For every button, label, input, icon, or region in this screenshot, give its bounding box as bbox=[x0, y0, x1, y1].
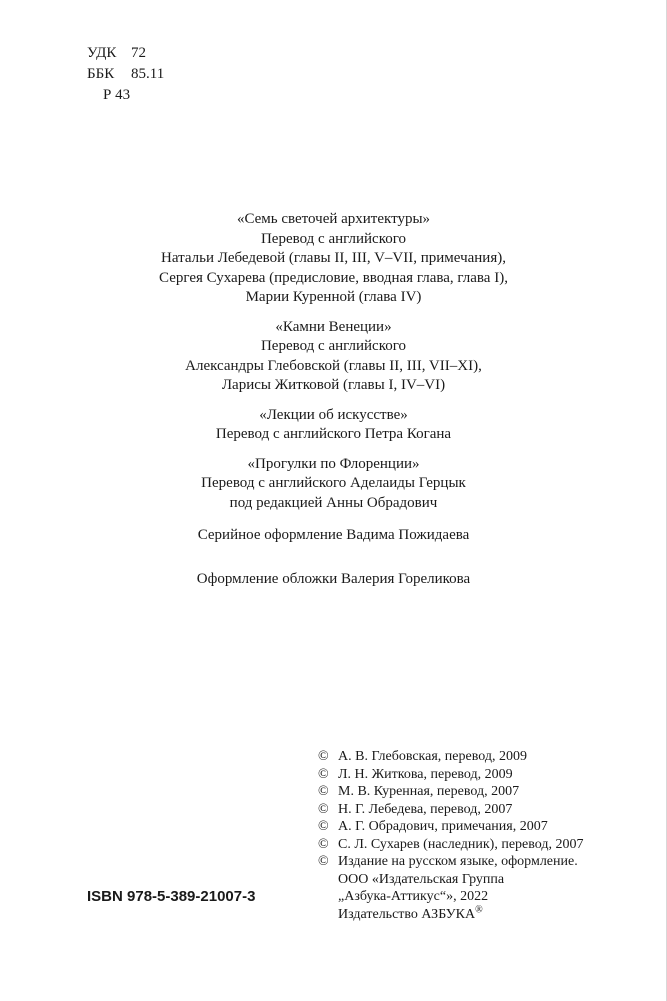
publisher-line: ООО «Издательская Группа bbox=[338, 871, 505, 887]
copyright-entry bbox=[318, 836, 584, 854]
book-title: «Камни Венеции» bbox=[275, 318, 392, 335]
copyright-symbol: © bbox=[318, 836, 329, 852]
credit-line: Перевод с английского bbox=[260, 230, 407, 247]
udk-label: УДК bbox=[87, 45, 117, 61]
publisher-name: Издательство АЗБУКА bbox=[338, 906, 476, 922]
copyright-text: Издание на русском языке, оформление. bbox=[338, 854, 578, 869]
credit-line: Перевод с английского bbox=[260, 338, 407, 354]
copyright-text: А. В. Глебовская, перевод, 2009 bbox=[338, 749, 527, 764]
copyright-symbol: © bbox=[318, 766, 329, 782]
translation-credits bbox=[0, 210, 667, 599]
copyright-symbol: © bbox=[318, 784, 329, 799]
book-title: «Лекции об искусстве» bbox=[259, 406, 408, 423]
copyright-symbol: © bbox=[318, 801, 329, 817]
credit-line: Марии Куренной (глава IV) bbox=[245, 289, 422, 305]
book-title: «Прогулки по Флоренции» bbox=[247, 455, 420, 472]
copyright-entry bbox=[318, 783, 584, 801]
copyright-symbol: © bbox=[318, 749, 329, 764]
copyright-text: Л. Н. Житкова, перевод, 2009 bbox=[338, 766, 513, 782]
credit-line: Сергея Сухарева (предисловие, вводная глава, глава I), bbox=[159, 269, 508, 286]
copyright-entry bbox=[318, 801, 584, 819]
copyright-text: С. Л. Сухарев (наследник), перевод, 2007 bbox=[338, 836, 584, 852]
book-title: «Семь светочей архитектуры» bbox=[236, 211, 431, 227]
credit-line: Натальи Лебедевой (главы II, III, V–VII, примечания), bbox=[161, 250, 506, 266]
credit-line: Серийное оформление Вадима Пожидаева bbox=[197, 527, 470, 543]
bbk-label: ББК bbox=[87, 66, 115, 82]
author-mark: Р 43 bbox=[103, 87, 131, 103]
udk-row bbox=[87, 43, 164, 64]
copyright-symbol: © bbox=[318, 819, 329, 834]
publisher-line: „Азбука-Аттикус“», 2022 bbox=[338, 889, 489, 904]
copyright-text: М. В. Куренная, перевод, 2007 bbox=[338, 784, 520, 799]
copyright-symbol: © bbox=[318, 854, 329, 869]
credit-cover-design bbox=[0, 570, 667, 590]
copyright-entry bbox=[318, 748, 584, 766]
copyright-block bbox=[318, 748, 584, 923]
registered-mark: ® bbox=[475, 903, 483, 915]
copyright-entry bbox=[318, 853, 584, 871]
credit-block-seven-lamps bbox=[0, 210, 667, 308]
udk-value: 72 bbox=[131, 45, 146, 61]
credit-line: Перевод с английского Петра Когана bbox=[215, 426, 452, 442]
credit-line: Александры Глебовской (главы II, III, VII–XI), bbox=[185, 357, 482, 374]
copyright-entry bbox=[318, 766, 584, 784]
credit-block-lectures-on-art bbox=[0, 406, 667, 445]
classification-block bbox=[87, 43, 164, 106]
credit-block-mornings-in-florence bbox=[0, 455, 667, 514]
credit-line: под редакцией Анны Обрадович bbox=[229, 494, 438, 511]
credit-line: Перевод с английского Аделаиды Герцык bbox=[201, 475, 466, 491]
credit-line: Ларисы Житковой (главы I, IV–VI) bbox=[221, 377, 446, 393]
bbk-value: 85.11 bbox=[131, 66, 165, 82]
credit-block-stones-of-venice bbox=[0, 318, 667, 396]
copyright-text: А. Г. Обрадович, примечания, 2007 bbox=[338, 819, 548, 834]
copyright-text: Н. Г. Лебедева, перевод, 2007 bbox=[338, 801, 513, 817]
credit-series-design bbox=[0, 526, 667, 546]
isbn: ISBN 978-5-389-21007-3 bbox=[87, 888, 256, 905]
bbk-row bbox=[87, 64, 164, 85]
copyright-entry bbox=[318, 818, 584, 836]
publisher-line bbox=[318, 903, 584, 924]
credit-line: Оформление обложки Валерия Гореликова bbox=[196, 570, 471, 587]
